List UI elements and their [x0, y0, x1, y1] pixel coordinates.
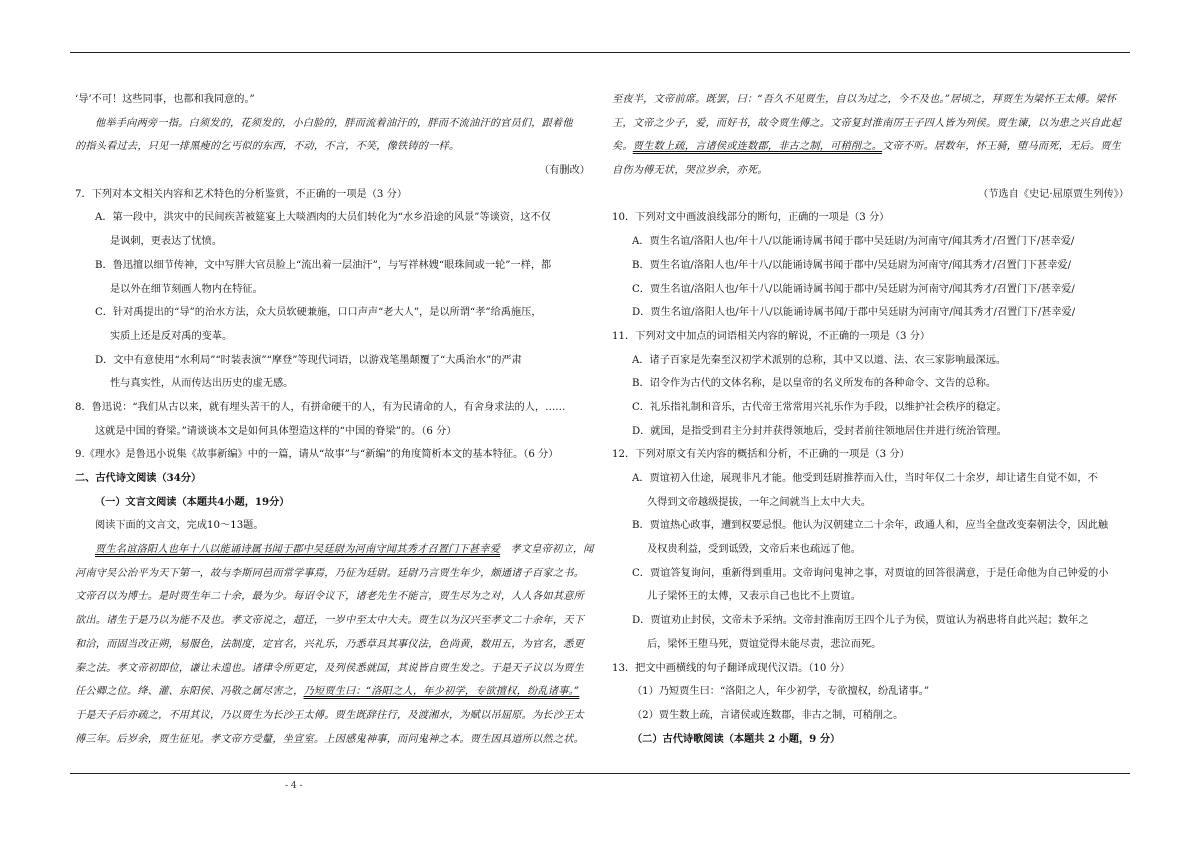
option-line: 儿子梁怀王的太傅，又表示自己也比不上贾谊。 — [647, 591, 861, 603]
underlined-sentence: 乃短贾生曰：“洛阳之人，年少初学，专欲擅权，纷乱诸事。” — [303, 686, 580, 698]
passage-line: 于是天子后亦疏之，不用其议，乃以贾生为长沙王太傅。贾生既辞往行，及渡湘水，为赋以吊屈原。为长沙王太 — [75, 709, 584, 721]
option-line: C．礼乐指礼制和音乐，古代帝王常常用兴礼乐作为手段，以维护社会秩序的稳定。 — [632, 401, 1007, 413]
passage-line: 河南守吴公治平为天下第一，故与李斯同邑而常学事焉，乃征为廷尉。廷尉乃言贾生年少，颇通诸子百家之书。 — [75, 567, 584, 579]
top-rule — [70, 52, 1130, 53]
option-line: 及权贵利益，受到诋毁，文帝后来也疏远了他。 — [647, 544, 861, 556]
option-line: D．贾谊劝止封侯，文帝未予采纳。文帝封淮南厉王四个儿子为侯，贾谊认为祸患将自此兴起；数年之 — [632, 615, 1089, 627]
question-7: 7．下列对本文相关内容和艺术特色的分析鉴赏，不正确的一项是（3 分） — [75, 188, 408, 200]
passage-line: 文帝召以为博士。是时贾生年二十余，最为少。每诏令议下，诸老先生不能言，贾生尽为之对，人人各如其意所 — [75, 591, 584, 603]
passage-line: 欲出。诸生于是乃以为能不及也。孝文帝说之，超迁，一岁中至太中大夫。贾生以为汉兴至孝文二十余年，天下 — [75, 615, 584, 627]
text-line: 的指头看过去，只见一排黑瘦的乞丐似的东西，不动，不言，不笑，像铁铸的一样。 — [75, 141, 460, 153]
option-line: B．诏令作为古代的文体名称，是以皇帝的名义所发布的各种命令、文告的总称。 — [632, 378, 997, 390]
option-line: 是以外在细节刻画人物内在特征。 — [110, 283, 263, 295]
section-heading: 二、古代诗文阅读（34分） — [75, 472, 202, 484]
passage-line: 王，文帝之少子，爱，而好书，故令贾生傅之。文帝复封淮南厉王子四人皆为列侯。贾生谏，以为患之兴自此起 — [612, 117, 1121, 129]
passage-text: 孝文皇帝初立，闻 — [510, 544, 594, 556]
source-citation: （节选自《史记·屈原贾生列传》） — [978, 188, 1129, 200]
source-note: （有删改） — [539, 165, 590, 177]
translation-item: （1）乃短贾生曰：“洛阳之人，年少初学，专欲擅权，纷乱诸事。” — [632, 686, 930, 698]
question-8-cont: 这就是中国的脊梁。”请谈谈本文是如何具体塑造这样的“中国的脊梁”的。（6 分） — [95, 425, 457, 437]
option-line: C．针对禹提出的“导”的治水方法，众大员软硬兼施，口口声声“老大人”，是以所谓“孝”给禹施压， — [95, 307, 542, 319]
page-number: - 4 - — [285, 781, 303, 791]
option-line: B．贾谊热心政事，遭到权要忌恨。他认为汉朝建立二十余年，政通人和，应当全盘改变秦朝法令，因此触 — [632, 520, 1109, 532]
question-10: 10．下列对文中画波浪线部分的断句，正确的一项是（3 分） — [612, 212, 890, 224]
question-12: 12．下列对原文有关内容的概括和分析，不正确的一项是（3 分） — [612, 449, 910, 461]
option-line: 后，梁怀王堕马死，贾谊觉得未能尽责，悲泣而死。 — [647, 638, 882, 650]
translation-item: （2）贾生数上疏，言诸侯或连数郡，非古之制，可稍削之。 — [632, 709, 904, 721]
option-line: B．贾生名谊/洛阳人也/年十八/以能诵诗属书闻于郡中/吴廷尉为河南守/闻其秀才/召置门下甚幸爱/ — [632, 259, 1072, 271]
option-line: A．诸子百家是先秦至汉初学术派别的总称，其中又以道、法、农三家影响最深远。 — [632, 354, 1007, 366]
option-line: 久得到文帝越级提拔，一年之间就当上太中大夫。 — [647, 496, 872, 508]
passage-line: 和洽，而固当改正朔，易服色，法制度，定官名，兴礼乐，乃悉草具其事仪法，色尚黄，数用五，为官名，悉更 — [75, 638, 584, 650]
question-11: 11．下列对文中加点的词语相关内容的解说，不正确的一项是（3 分） — [612, 330, 931, 342]
option-line: 实质上还是反对禹的变革。 — [110, 330, 233, 342]
option-line: A．贾生名谊/洛阳人也/年十八/以能诵诗属书闻于郡中吴廷尉/为河南守/闻其秀才/召置门下/甚幸爱/ — [632, 236, 1075, 248]
wavy-underlined-text: 贾生名谊洛阳人也年十八以能诵诗属书闻于郡中吴廷尉为河南守闻其秀才召置门下甚幸爱 — [95, 544, 501, 556]
text-line: ‘导’不可！这些同事，也都和我同意的。” — [75, 94, 255, 105]
option-line: A．第一段中，洪灾中的民间疾苦被筵宴上大啖酒肉的大员们转化为“水乡沿途的风景”等谈资，这不仅 — [95, 212, 551, 224]
instruction: 阅读下面的文言文，完成10～13题。 — [95, 520, 264, 532]
option-line: 性与真实性，从而传达出历史的虚无感。 — [110, 378, 294, 390]
passage-line — [612, 135, 1129, 159]
passage-line: 秦之法。孝文帝初即位，谦让未遑也。诸律令所更定，及列侯悉就国，其说皆自贾生发之。于是天子议以为贾生 — [75, 662, 584, 674]
bottom-rule — [70, 773, 1130, 774]
left-column — [75, 88, 594, 751]
option-line: D．就国，是指受到君主分封并获得领地后，受封者前往领地居住并进行统治管理。 — [632, 425, 1007, 437]
passage-line: 至夜半，文帝前席。既罢，曰：“吾久不见贾生，自以为过之，今不及也。”居顷之，拜贾生为梁怀王太傅。梁怀 — [612, 94, 1117, 105]
option-line: A．贾谊初入仕途，展现非凡才能。他受到廷尉推荐而入仕，当时年仅二十余岁，却让诸生自觉不如，不 — [632, 473, 1098, 484]
subsection-heading: （一）文言文阅读（本题共4小题，19分） — [95, 495, 290, 508]
option-line: C．贾生名谊/洛阳人也/年十八/以能诵诗属书闻于郡中/吴廷尉为河南守/闻其秀才/召置门下/甚幸爱/ — [632, 283, 1075, 295]
question-13: 13．把文中画横线的句子翻译成现代汉语。（10 分） — [612, 662, 850, 674]
passage-line: 自伤为傅无状，哭泣岁余，亦死。 — [612, 165, 768, 177]
passage-line — [75, 538, 594, 562]
passage-line: 傅三年。后岁余，贾生征见。孝文帝方受釐，坐宣室。上因感鬼神事，而问鬼神之本。贾生因具道所以然之状。 — [75, 733, 584, 745]
option-line: B．鲁迅擅以细节传神，文中写胖大官员脸上“流出着一层油汗”，与写祥林嫂“眼珠间或一轮”一样，都 — [95, 259, 552, 271]
option-line: C．贾谊答复询问，重新得到重用。文帝询问鬼神之事，对贾谊的回答很满意，于是任命他为自己钟爱的小 — [632, 567, 1109, 579]
option-line: 是讽刺，更表达了忧愤。 — [110, 236, 223, 248]
question-9: 9.《理水》是鲁迅小说集《故事新编》中的一篇，请从“故事”与“新编”的角度简析本文的基本特征。（6 分） — [75, 449, 559, 461]
question-8: 8．鲁迅说：“我们从古以来，就有埋头苦干的人，有拼命硬干的人，有为民请命的人，有舍身求法的人，…… — [75, 401, 566, 413]
passage-text: 文帝不听。居数年，怀王骑，堕马而死，无后。贾生 — [882, 141, 1122, 153]
option-line: D．文中有意使用“水利局”“时装表演”“摩登”等现代词语，以游戏笔墨颠覆了“大禹治水”的严肃 — [95, 354, 522, 366]
passage-text: 任公卿之位。绛、灌、东阳侯、冯敬之属尽害之， — [75, 686, 304, 698]
underlined-sentence: 贾生数上疏，言诸侯或连数郡，非古之制，可稍削之。 — [632, 141, 883, 153]
subsection-heading: （二）古代诗歌阅读（本题共 2 小题，9 分） — [632, 732, 841, 745]
option-line: D．贾生名谊/洛阳人也/年十八/以能诵诗属书闻/于郡中吴廷尉为河南守/闻其秀才/召置门下/甚幸爱/ — [632, 307, 1076, 319]
right-column — [612, 88, 1129, 751]
passage-line — [75, 680, 590, 704]
text-line: 他举手向两旁一指。白须发的，花须发的，小白脸的，胖而流着油汗的，胖而不流油汗的官员们，跟着他 — [95, 117, 573, 129]
passage-text: 矣。 — [612, 141, 633, 153]
